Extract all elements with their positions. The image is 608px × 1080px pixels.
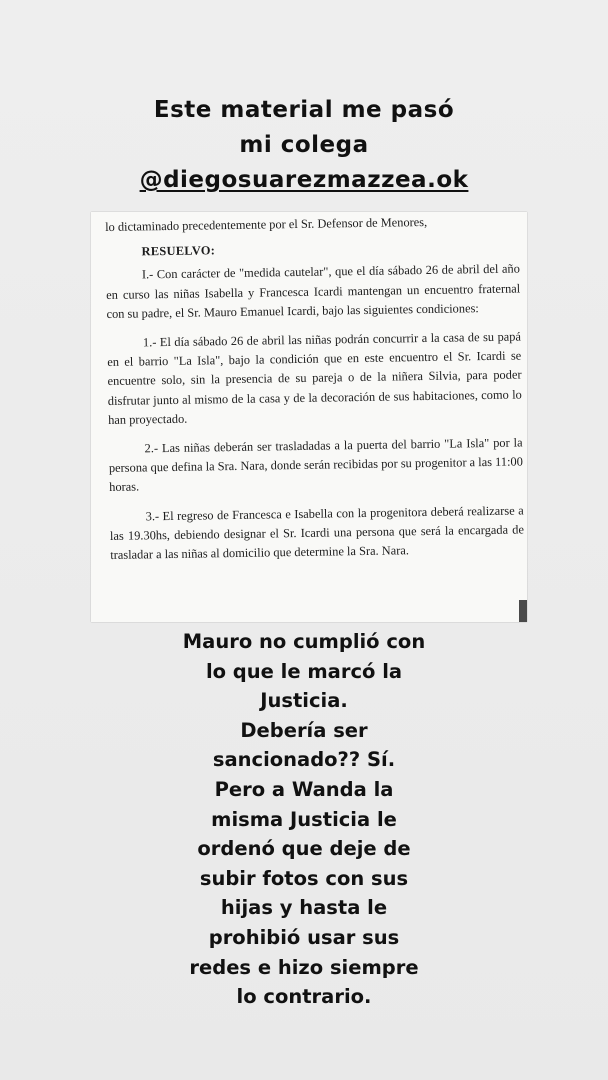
header-caption-line-1: Este material me pasó (153, 97, 455, 123)
body-caption-line: Justicia. (260, 689, 348, 713)
header-caption (0, 93, 608, 198)
document-photo (91, 212, 527, 622)
body-caption-line: prohibió usar sus (208, 925, 400, 949)
body-caption-line: misma Justicia le (211, 807, 397, 831)
body-caption-line: Debería ser (240, 718, 368, 742)
document-paragraph-1: I.- Con carácter de "medida cautelar", que el día sábado 26 de abril del año en curso las niñas Isabella y Francesca Icardi mantengan un encuentro fraternal con su padre, el Sr. Mauro Emanuel Icardi, bajo las siguientes condiciones: (106, 261, 521, 321)
document-text (105, 212, 524, 565)
document-condition-2: 2.- Las niñas deberán ser trasladadas a la puerta del barrio "La Isla" por la persona que defina la Sra. Nara, donde serán recibidas por su progenitor a las 11:00 horas. (108, 435, 523, 495)
body-caption-line: sancionado?? Sí. (212, 748, 396, 772)
document-condition-3: 3.- El regreso de Francesca e Isabella con la progenitora deberá realizarse a las 19.30hs, debiendo designar el Sr. Icardi una persona que será la encargada de trasladar a las niñas al domicilio que determine la Sra. Nara. (109, 503, 525, 563)
body-caption-line: Pero a Wanda la (214, 777, 394, 801)
body-caption-line: hijas y hasta le (220, 896, 388, 920)
body-caption-line: lo que le marcó la (205, 659, 403, 683)
body-caption-line: lo contrario. (236, 985, 372, 1009)
body-caption (0, 627, 608, 1012)
mention-link[interactable]: @diegosuarezmazzea.ok (139, 167, 469, 193)
document-heading: RESUELVO: (141, 243, 216, 259)
document-condition-1: 1.- El día sábado 26 de abril las niñas podrán concurrir a la casa de su papá en el barrio "La Isla", bajo la condición que en este encuentro el Sr. Icardi se encuentre solo, sin la presencia de su pareja o de la niñera Silvia, para poder disfrutar junto al mismo de la casa y de la decoración de sus habitaciones, como lo han proyectado. (107, 329, 522, 427)
body-caption-line: subir fotos con sus (199, 866, 409, 890)
body-caption-line: ordenó que deje de (197, 837, 411, 861)
document-edge-shadow (519, 600, 527, 622)
body-caption-line: redes e hizo siempre (189, 955, 419, 979)
header-caption-line-2: mi colega (239, 132, 369, 158)
body-caption-line: Mauro no cumplió con (182, 630, 426, 653)
document-first-line: lo dictaminado precedentemente por el Sr. Defensor de Menores, (105, 214, 428, 234)
